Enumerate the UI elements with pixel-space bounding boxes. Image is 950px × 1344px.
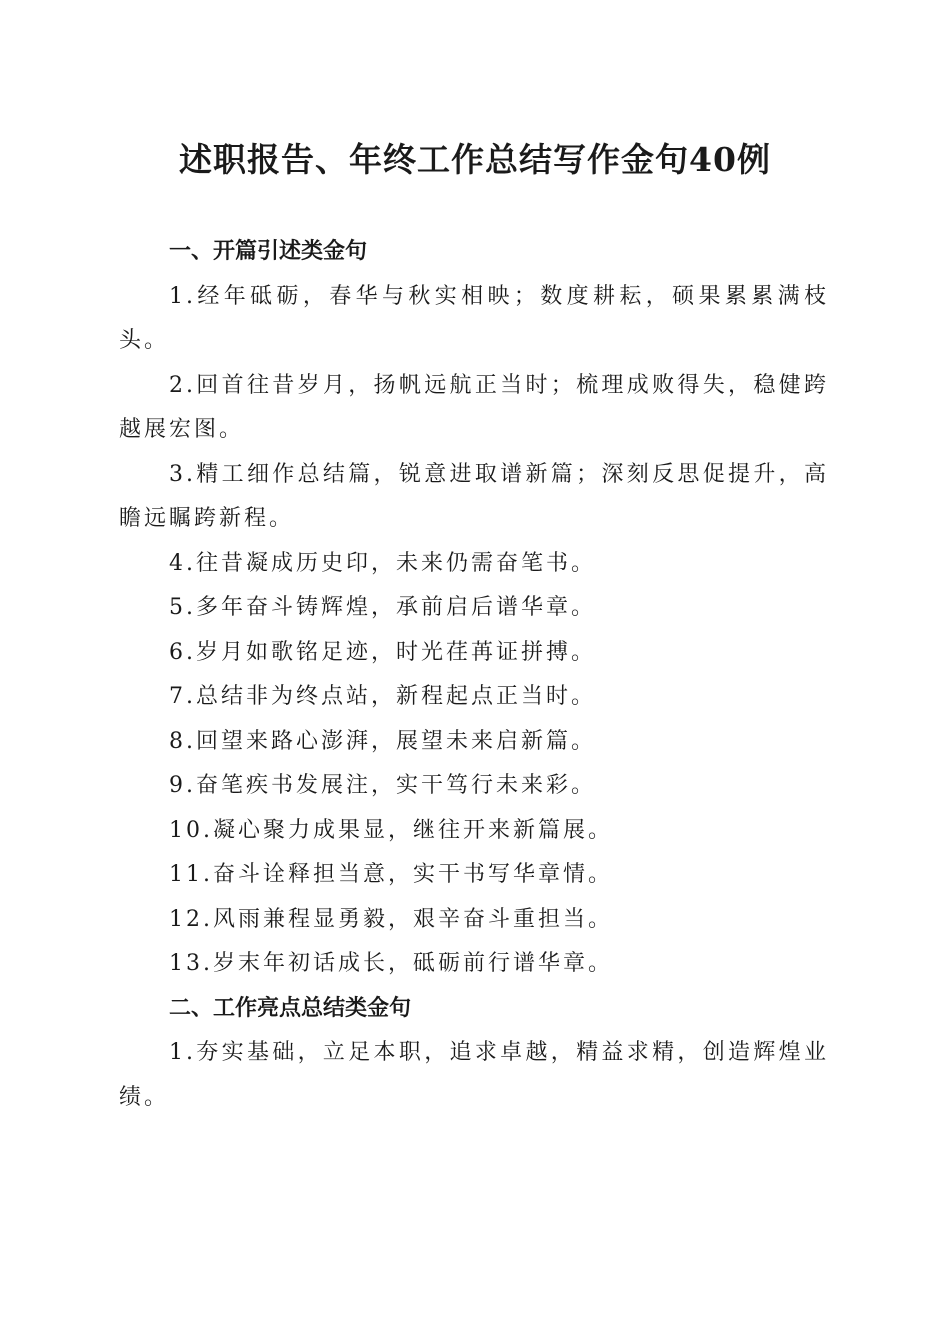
list-item: 5.多年奋斗铸辉煌，承前启后谱华章。 — [169, 595, 596, 620]
list-item: 12.风雨兼程显勇毅，艰辛奋斗重担当。 — [169, 906, 613, 932]
list-item: 2.回首往昔岁月，扬帆远航正当时；梳理成败得失，稳健跨越展宏图。 — [119, 372, 829, 442]
section-heading: 一、开篇引述类金句 — [169, 239, 368, 264]
list-item: 4.往昔凝成历史印，未来仍需奋笔书。 — [169, 550, 596, 576]
list-item: 10.凝心聚力成果显，继往开来新篇展。 — [169, 817, 613, 843]
list-item: 1.经年砥砺，春华与秋实相映；数度耕耘，硕果累累满枝头。 — [119, 283, 829, 353]
list-item: 11.奋斗诠释担当意，实干书写华章情。 — [169, 862, 613, 887]
document-title: 述职报告、年终工作总结写作金句40例 — [179, 140, 771, 179]
list-item: 1.夯实基础，立足本职，追求卓越，精益求精，创造辉煌业绩。 — [119, 1040, 829, 1110]
document-body — [119, 230, 829, 1120]
list-item: 9.奋笔疾书发展注，实干笃行未来彩。 — [169, 773, 596, 798]
list-item: 7.总结非为终点站，新程起点正当时。 — [169, 684, 596, 709]
list-item: 3.精工细作总结篇，锐意进取谱新篇；深刻反思促提升，高瞻远瞩跨新程。 — [119, 461, 829, 531]
list-item: 8.回望来路心澎湃，展望未来启新篇。 — [169, 728, 596, 754]
section-heading: 二、工作亮点总结类金句 — [169, 995, 412, 1021]
list-item: 13.岁末年初话成长，砥砺前行谱华章。 — [169, 951, 613, 976]
list-item: 6.岁月如歌铭足迹，时光荏苒证拼搏。 — [169, 639, 596, 665]
